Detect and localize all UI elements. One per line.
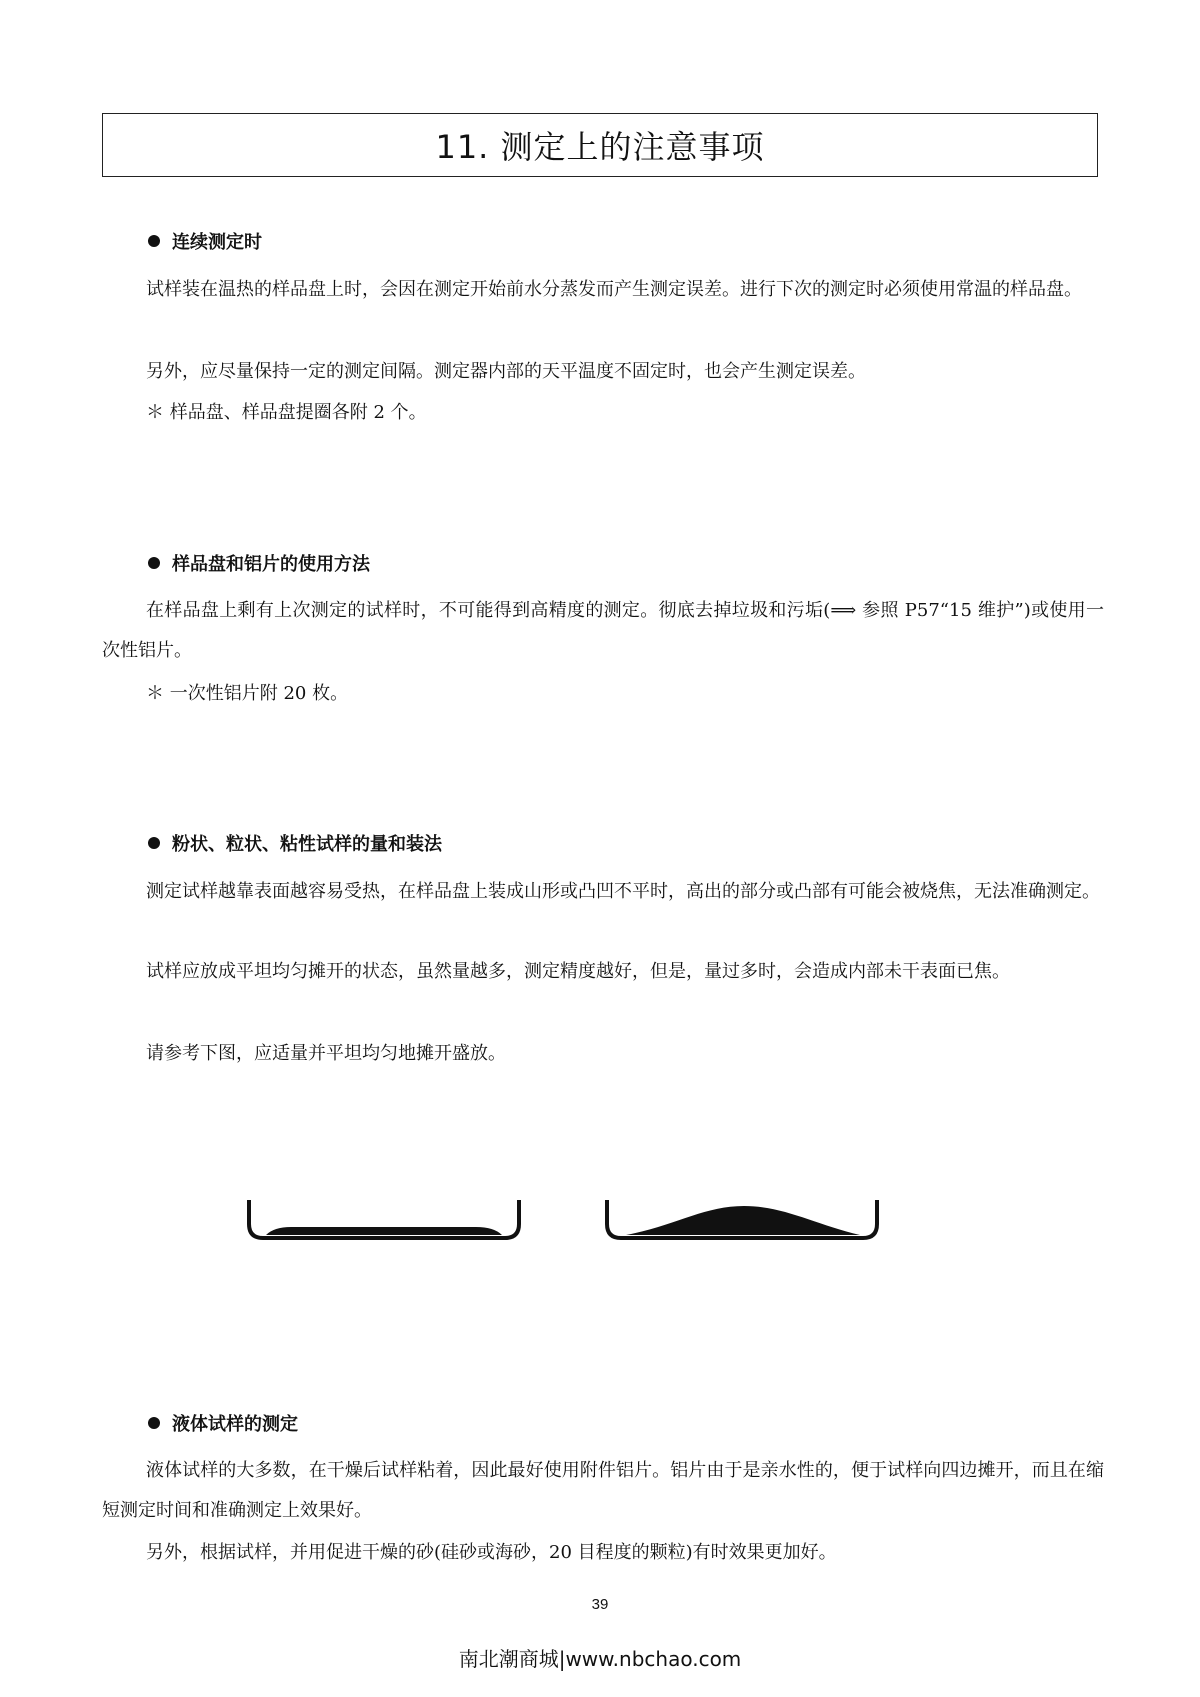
paragraph: 试样应放成平坦均匀摊开的状态，虽然量越多，测定精度越好，但是，量过多时，会造成内部未干表面已焦。 xyxy=(146,961,1010,982)
paragraph: 另外，根据试样，并用促进干燥的砂(硅砂或海砂，20 目程度的颗粒)有时效果更加好。 xyxy=(146,1542,837,1563)
section-heading-pan-and-foil xyxy=(148,550,370,576)
paragraph: 在样品盘上剩有上次测定的试样时，不可能得到高精度的测定。彻底去掉垃圾和污垢(⟹ 参照 P57“15 维护”)或使用一次性铝片。 xyxy=(102,600,1104,661)
section-heading-sample-quantity xyxy=(148,830,442,856)
paragraph: 试样装在温热的样品盘上时，会因在测定开始前水分蒸发而产生测定误差。进行下次的测定时必须使用常温的样品盘。 xyxy=(146,279,1082,300)
section-heading-label: 样品盘和铝片的使用方法 xyxy=(172,554,370,575)
footer-watermark-link[interactable]: 南北潮商城|www.nbchao.com xyxy=(458,1647,742,1671)
paragraph: 测定试样越靠表面越容易受热，在样品盘上装成山形或凸凹不平时，高出的部分或凸部有可能会被烧焦，无法准确测定。 xyxy=(146,881,1100,902)
mounded-sample-fill xyxy=(626,1206,860,1235)
page-title: 11. 测定上的注意事项 xyxy=(435,128,765,166)
flat-sample-pan-diagram xyxy=(246,1198,522,1244)
section-heading-label: 粉状、粒状、粘性试样的量和装法 xyxy=(172,834,442,855)
page-number: 39 xyxy=(591,1596,609,1613)
paragraph: 请参考下图，应适量并平坦均匀地摊开盛放。 xyxy=(146,1043,506,1064)
bullet-icon xyxy=(148,235,160,247)
bullet-icon xyxy=(148,837,160,849)
bullet-icon xyxy=(148,1417,160,1429)
title-box xyxy=(102,113,1098,177)
section-heading-liquid-samples xyxy=(148,1410,298,1436)
paragraph: 另外，应尽量保持一定的测定间隔。测定器内部的天平温度不固定时，也会产生测定误差。 xyxy=(146,361,866,382)
section-heading-continuous-measurement xyxy=(148,228,262,254)
section-heading-label: 连续测定时 xyxy=(172,232,262,253)
mounded-sample-pan-diagram xyxy=(604,1198,880,1244)
note: ＊ 样品盘、样品盘提圈各附 2 个。 xyxy=(146,402,427,423)
paragraph: 液体试样的大多数，在干燥后试样粘着，因此最好使用附件铝片。铝片由于是亲水性的，便于试样向四边摊开，而且在缩短测定时间和准确测定上效果好。 xyxy=(102,1460,1104,1521)
flat-sample-fill xyxy=(266,1227,502,1235)
section-heading-label: 液体试样的测定 xyxy=(172,1414,298,1435)
note: ＊ 一次性铝片附 20 枚。 xyxy=(146,683,349,704)
bullet-icon xyxy=(148,557,160,569)
